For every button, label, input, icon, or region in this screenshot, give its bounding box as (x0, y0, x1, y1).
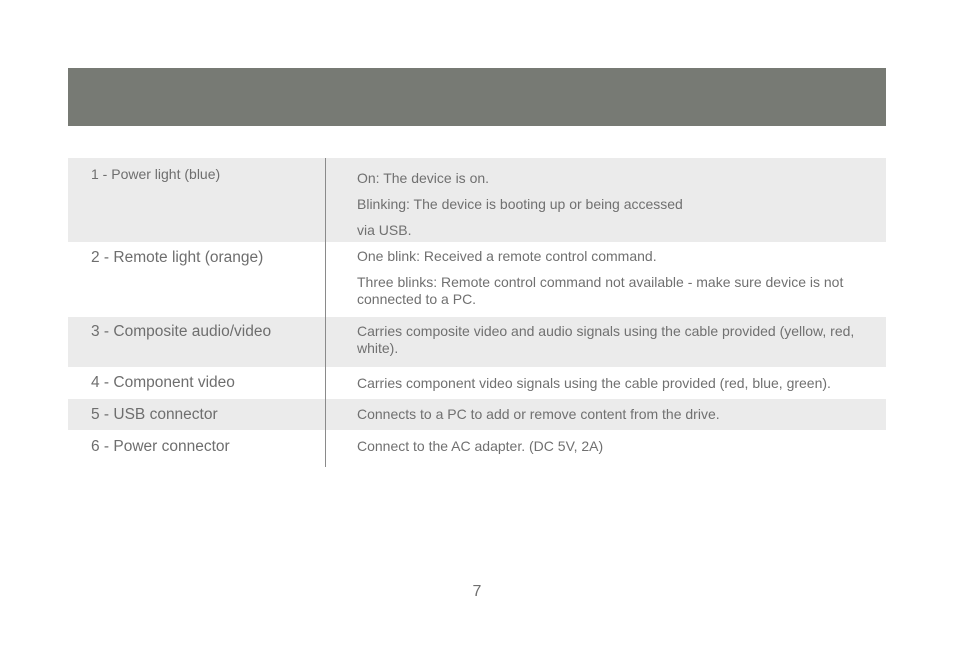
row-description (326, 367, 886, 399)
row-name: 5 - USB connector (68, 399, 326, 430)
row-name: 3 - Composite audio/video (68, 317, 326, 367)
table-row (68, 430, 886, 467)
page-number: 7 (472, 583, 482, 600)
description-line: Three blinks: Remote control command not available - make sure device is not connected to a PC. (357, 274, 844, 307)
description-line: via USB. (357, 222, 412, 238)
row-description (326, 430, 886, 467)
table-row (68, 242, 886, 317)
description-line: Connect to the AC adapter. (DC 5V, 2A) (357, 438, 604, 454)
description-line: Blinking: The device is booting up or being accessed (357, 196, 683, 212)
row-name: 4 - Component video (68, 367, 326, 399)
row-name: 6 - Power connector (68, 430, 326, 467)
row-description (326, 158, 886, 242)
spec-table (68, 158, 886, 467)
description-line: Carries composite video and audio signals using the cable provided (yellow, red, white). (357, 323, 855, 356)
row-description (326, 317, 886, 367)
table-row (68, 399, 886, 430)
row-name: 2 - Remote light (orange) (68, 242, 326, 317)
row-description (326, 399, 886, 430)
row-name: 1 - Power light (blue) (68, 158, 326, 242)
description-line: Connects to a PC to add or remove content from the drive. (357, 406, 720, 422)
description-line: One blink: Received a remote control command. (357, 248, 657, 264)
row-description (326, 242, 886, 317)
header-bar (68, 68, 886, 126)
table-row (68, 158, 886, 242)
table-row (68, 367, 886, 399)
description-line: On: The device is on. (357, 170, 490, 186)
description-line: Carries component video signals using the cable provided (red, blue, green). (357, 375, 831, 391)
table-row (68, 317, 886, 367)
